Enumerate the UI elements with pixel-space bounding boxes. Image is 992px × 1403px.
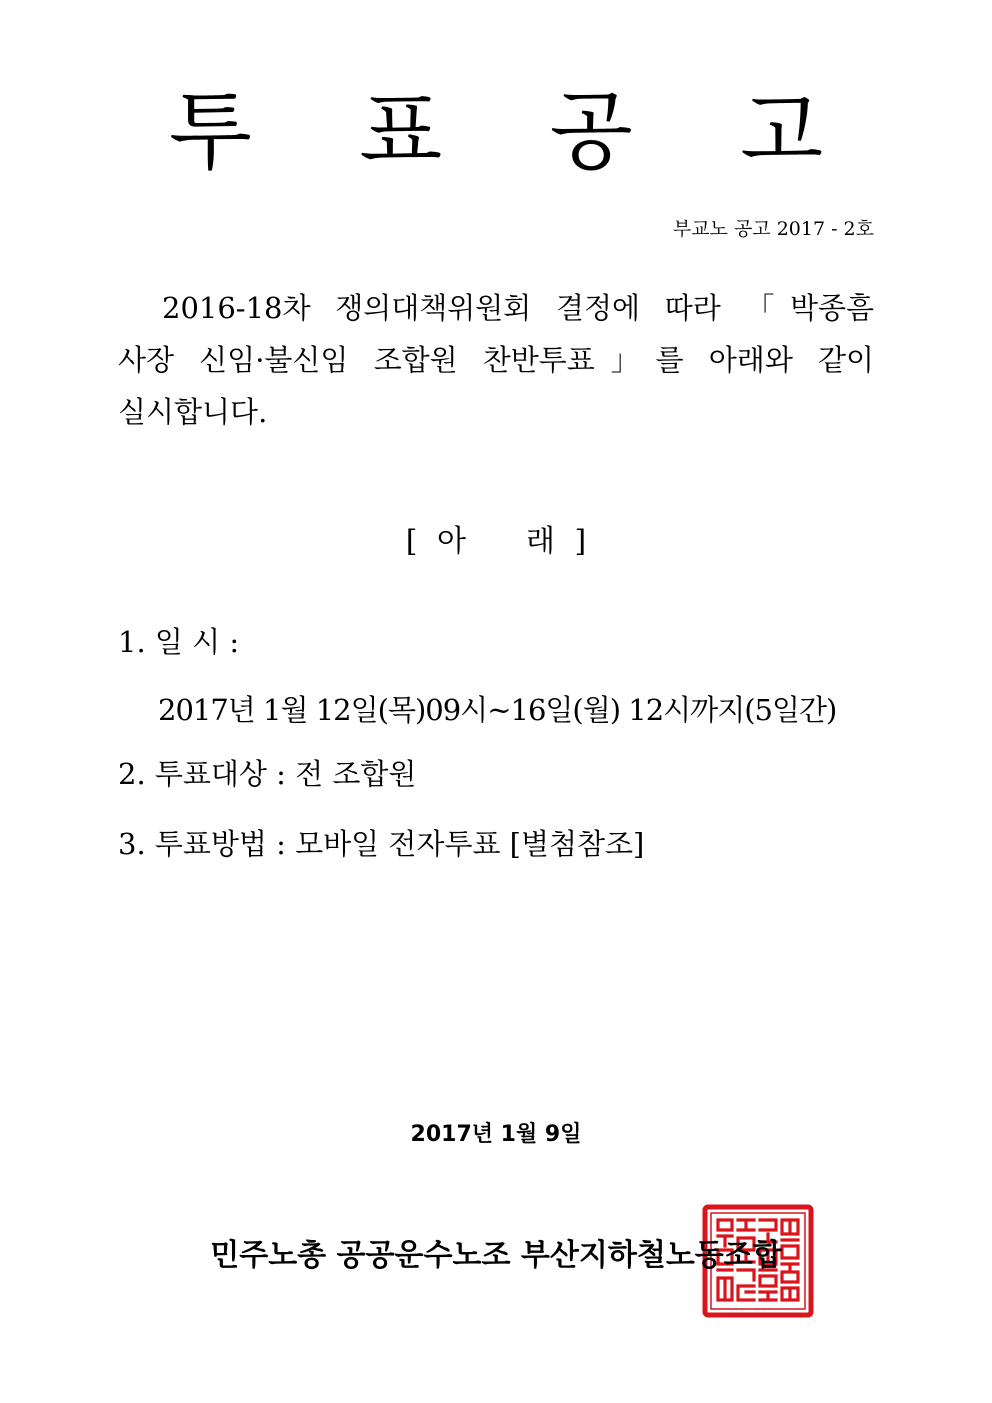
- organization-name: 민주노총 공공운수노조 부산지하철노동조합: [210, 1238, 782, 1273]
- issue-date: 2017년 1월 9일: [410, 1122, 582, 1147]
- section-heading: [0, 520, 992, 564]
- intro-line: 실시합니다.: [118, 395, 268, 429]
- intro-line: 사장 신임·불신임 조합원 찬반투표」를 아래와 같이: [118, 343, 874, 377]
- section-heading-right: 래 ]: [526, 524, 587, 559]
- union-seal-stamp: [702, 1204, 814, 1318]
- item-method: 3. 투표방법 : 모바일 전자투표 [별첨참조]: [118, 827, 645, 861]
- section-heading-left: [ 아: [405, 524, 466, 559]
- item-target: 2. 투표대상 : 전 조합원: [118, 757, 417, 791]
- item-schedule-detail: 2017년 1월 12일(목)09시~16일(월) 12시까지(5일간): [158, 693, 837, 727]
- intro-line: 2016-18차 쟁의대책위원회 결정에 따라 「박종흠: [162, 291, 874, 325]
- page-title: 투 표 공 고: [168, 82, 864, 182]
- item-schedule-label: 1. 일 시 :: [118, 625, 240, 659]
- intro-paragraph: [118, 282, 874, 438]
- notice-number: 부교노 공고 2017 - 2호: [672, 218, 874, 240]
